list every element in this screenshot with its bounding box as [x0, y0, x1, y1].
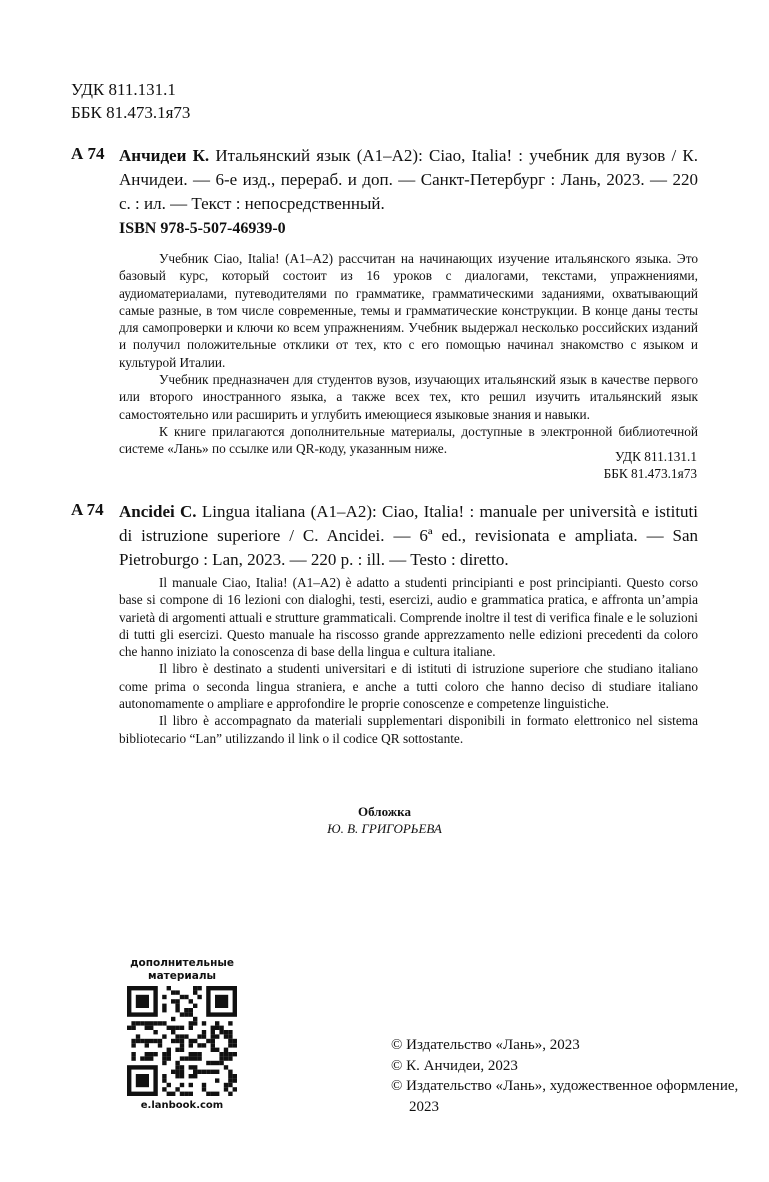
isbn: ISBN 978-5-507-46939-0 [119, 220, 286, 237]
it-author: Ancidei C. [119, 502, 197, 521]
udk-code: УДК 811.131.1 [71, 80, 176, 99]
qr-block [118, 957, 246, 1111]
copyright-block [391, 1035, 769, 1117]
ru-entry-text: Итальянский язык (А1–А2): Ciao, Italia! : учебник для вузов / К. Анчидеи. — 6-е изд., перераб. и доп. — Санкт-Петербург : Лань, 2023. — 220 с. : ил. — Текст : непосредственный. [119, 146, 698, 213]
copyright-line: © К. Анчидеи, 2023 [391, 1057, 518, 1074]
it-abstract-paragraph: Il libro è accompagnato da materiali supplementari disponibili in formato elettronico nel sistema bibliotecario “Lan” utilizzando il link o il codice QR sottostante. [119, 713, 698, 746]
ru-abstract-paragraph: Учебник предназначен для студентов вузов, изучающих итальянский язык в качестве первого или второго иностранного языка, а также всех тех, кто решил изучить итальянский язык самостоятельно или расширить и углубить имеющиеся языковые знания и навыки. [119, 372, 698, 422]
cover-credit [0, 803, 769, 837]
ru-bbk-code: ББК 81.473.1я73 [603, 466, 697, 482]
ru-author-mark: А 74 [71, 144, 105, 163]
cover-heading: Обложка [358, 804, 411, 819]
cover-designer: Ю. В. ГРИГОРЬЕВА [327, 821, 442, 836]
it-abstract-paragraph: Il manuale Ciao, Italia! (A1–A2) è adatto a studenti principianti e post principianti. Questo corso base si compone di 16 lezioni con dialoghi, testi, esercizi, audio e grammatica pratica, e affronta un’ampia varietà di argomenti attuali e strutture grammaticali. Comprende inoltre il test di verifica finale e le soluzioni di tutti gli esercizi. Questo manuale ha riscosso grande apprezzamento nelle edizioni precedenti da coloro che hanno iniziato la conoscenza di base della lingua e cultura italiane. [119, 575, 698, 660]
ru-abstract [119, 250, 698, 458]
qr-code-icon[interactable] [127, 986, 237, 1096]
copyright-line: © Издательство «Лань», художественное оформление, 2023 [391, 1078, 739, 1115]
bbk-code: ББК 81.473.1я73 [71, 103, 191, 122]
ru-abstract-paragraph: Учебник Ciao, Italia! (A1–A2) рассчитан на начинающих изучение итальянского языка. Это базовый курс, который состоит из 16 уроков с диалогами, текстами, упражнениями, аудиоматериалами, путеводителями по грамматике, грамматическими заданиями, охватывающий самые разные, в том числе современные, темы и грамматические конструкции. В конце даны тесты для самопроверки и ключи ко всем упражнениям. Учебник выдержал несколько российских изданий и получил положительные отклики от тех, кто с его помощью начинал знакомство с языком и культурой Италии. [119, 251, 698, 370]
qr-url[interactable]: e.lanbook.com [140, 1100, 224, 1111]
it-abstract-paragraph: Il libro è destinato a studenti universitari e di istituti di istruzione superiore che studiano italiano come prima o seconda lingua straniera, e anche a tutti coloro che hanno deciso di studiare italiano autonomamente o ampliare e approfondire le proprie conoscenze e competenze linguistiche. [119, 661, 698, 712]
ru-author: Анчидеи К. [119, 146, 210, 165]
copyright-line: © Издательство «Лань», 2023 [391, 1037, 580, 1053]
classification-codes [71, 78, 190, 124]
it-author-mark: A 74 [71, 500, 104, 519]
ru-abstract-paragraph: К книге прилагаются дополнительные материалы, доступные в электронной библиотечной системе «Лань» по ссылке или QR-коду, указанным ниже. [119, 423, 698, 457]
ru-bibliographic-entry [119, 144, 698, 216]
ru-udk-code: УДК 811.131.1 [614, 449, 697, 464]
it-abstract [119, 574, 698, 747]
it-entry-text: Lingua italiana (A1–A2): Ciao, Italia! : manuale per università e istituti di istruzione superiore / C. Ancidei. — 6ª ed., revisionata e ampliata. — San Pietroburgo : Lan, 2023. — 220 p. : ill. — Testo : diretto. [119, 502, 699, 569]
it-bibliographic-entry [119, 500, 698, 572]
ru-classification-codes [604, 448, 697, 483]
qr-caption: дополнительные материалы [130, 957, 234, 982]
